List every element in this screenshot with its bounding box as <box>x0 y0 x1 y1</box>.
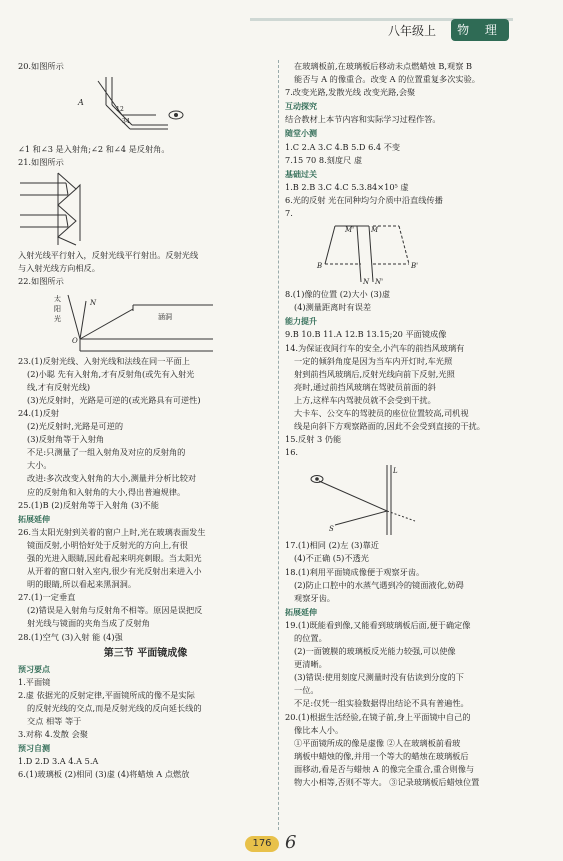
q16-label-l: L <box>393 467 398 476</box>
q19-line-4: 更清晰。 <box>294 659 327 670</box>
q26-line-5: 明的眼睛,所以看起来黑洞洞。 <box>27 579 137 590</box>
grade-label: 八年级上 <box>388 24 437 38</box>
q19-line-3: (2)一面镀膜的玻璃板反光能力较强,可以使像 <box>294 646 456 657</box>
ability-line-9: 15.反射 3 仍能 <box>285 434 342 445</box>
q19-line-1: 19.(1)既能看到像,又能看到玻璃板后面,便于确定像 <box>285 619 471 630</box>
q25-line: 25.(1)B (2)反射角等于入射角 (3)不能 <box>18 499 159 510</box>
class-line-2: 7.15 70 8.刻度尺 虚 <box>285 154 363 165</box>
section-basic: 基础过关 <box>285 169 317 179</box>
q7-label-n: N <box>363 278 370 287</box>
ability-line-5: 亮时,通过前挡风玻璃在驾驶员前面的斜 <box>294 381 436 392</box>
q23-line-3: 线,才有反射光线) <box>27 381 91 392</box>
left-column <box>18 60 273 782</box>
section-class-test: 随堂小测 <box>285 129 317 139</box>
section-extend-left: 拓展延伸 <box>18 514 50 524</box>
q7-label-m: M <box>371 226 379 235</box>
pre-line-5: 3.对称 4.发散 会聚 <box>18 729 88 740</box>
q24-line-1: 24.(1)反射 <box>18 407 59 418</box>
page-number: 176 <box>245 836 279 852</box>
q7-figure <box>315 222 435 286</box>
q7-label-m-prime: M' <box>345 226 355 235</box>
q20r-line-4: 璃板中蜡烛的像,并用一个等大的蜡烛在玻璃板后 <box>294 750 469 761</box>
q27-line-2: (2)错误是入射角与反射角不相等。原因是误把反 <box>27 605 203 616</box>
ability-line-1: 9.B 10.B 11.A 12.B 13.15;20 平面镜成像 <box>285 329 447 340</box>
q20-angle-3: 3 <box>122 118 126 126</box>
ability-line-6: 上方,这样车内驾驶员就不会受到干扰。 <box>294 394 436 405</box>
q16-figure <box>305 461 425 537</box>
page-mark: 6 <box>285 832 297 853</box>
cont-line-3: 7.改变光路,发散光线 改变光路,会聚 <box>285 87 416 98</box>
self-line-1: 1.D 2.D 3.A 4.A 5.A <box>18 756 99 767</box>
q7-label-n-prime: N' <box>375 278 384 287</box>
pre-line-3: 的反射光线的交点,而是反射光线的反向延长线的 <box>27 703 202 713</box>
q23-line-2: (2)小聪 先有入射角,才有反射角(或先有入射光 <box>27 368 195 379</box>
q19-line-2: 的位置。 <box>294 633 327 643</box>
q18-line-1: 18.(1)利用平面镜成像便于观察牙齿。 <box>285 566 425 577</box>
q26-line-2: 镜面反射,小明恰好处于反射光的方向上,有很 <box>27 539 188 550</box>
ability-line-8: 线是向斜下方观察路面的,因此不会受到直接的干扰。 <box>294 421 485 432</box>
q20-angle-2: 2 <box>120 106 124 114</box>
q18-line-2: (2)防止口腔中的水蒸气遇到冷的镜面液化,妨碍 <box>294 579 464 590</box>
chapter-title: 第三节 平面镜成像 <box>103 647 188 659</box>
q8-line-2: (4)测量距离时有误差 <box>294 302 372 313</box>
interact-text: 结合教材上本节内容和实际学习过程作答。 <box>285 114 441 125</box>
q27-line-3: 射光线与镜面的夹角当成了反射角 <box>27 618 150 629</box>
q26-line-3: 强的光进入眼睛,因此看起来明亮刺眼。当太阳光 <box>27 552 202 563</box>
q23-line-1: 23.(1)反射光线、入射光线和法线在同一平面上 <box>18 355 190 366</box>
basic-line-3: 7. <box>285 208 293 219</box>
ability-line-4: 射到前挡风玻璃后,反射光线向前下反射,光照 <box>294 368 455 379</box>
basic-line-1: 1.B 2.B 3.C 4.C 5.3.84×10⁵ 虚 <box>285 181 409 192</box>
q21-label: 21.如图所示 <box>18 157 64 168</box>
cont-line-2: 能否与 A 的像重合。改变 A 的位置重复多次实验。 <box>294 74 480 85</box>
q22-label: 22.如图所示 <box>18 276 64 287</box>
ability-line-7: 大卡车、公交车的驾驶员的座位位置较高,司机视 <box>294 407 469 418</box>
q24-line-2: (2)光反射时,光路是可逆的 <box>27 421 124 432</box>
q20-label: 20.如图所示 <box>18 61 64 71</box>
page-footer <box>245 832 315 854</box>
section-ability: 能力提升 <box>285 317 317 327</box>
q20r-line-1: 20.(1)根据生活经验,在镜子前,身上平面镜中自己的 <box>285 711 471 722</box>
pre-line-2: 2.虚 依据光的反射定律,平面镜所成的像不是实际 <box>18 689 195 700</box>
q22-sun-3: 光 <box>54 314 61 323</box>
q21-figure <box>18 171 158 247</box>
subject-badge: 物 理 <box>451 19 509 41</box>
q20r-line-6: 物大小相等,否则不等大。 ③记录玻璃板后蜡烛位置 <box>294 777 480 788</box>
section-interact: 互动探究 <box>285 102 317 112</box>
q22-figure <box>18 291 218 353</box>
q16-label-s: S <box>329 525 334 534</box>
pre-line-1: 1.平面镜 <box>18 676 51 687</box>
q26-line-4: 从开着的窗口射入室内,很少有光反射出来进入小 <box>27 566 202 577</box>
q19-line-6: 一位。 <box>294 685 319 696</box>
q22-normal-n: N <box>90 298 97 307</box>
q23-line-4: (3)光反射时，光路是可逆的(或光路具有可逆性) <box>27 394 201 405</box>
column-divider <box>278 60 280 830</box>
q22-tunnel-label: 涵洞 <box>158 312 172 321</box>
right-column <box>285 60 550 789</box>
q20-angle-1: 1 <box>116 106 120 114</box>
q17-line-1: 17.(1)相同 (2)左 (3)靠近 <box>285 540 379 551</box>
class-line-1: 1.C 2.A 3.C 4.B 5.D 6.4 不变 <box>285 141 401 152</box>
q28-line: 28.(1)空气 (3)入射 能 (4)强 <box>18 631 123 642</box>
ability-line-3: 一定的倾斜角度是因为当车内开灯时,车光照 <box>294 355 453 366</box>
q24-line-4: 不足:只测量了一组入射角及对应的反射角的 <box>27 447 186 458</box>
ability-line-10: 16. <box>285 447 299 458</box>
q21-answer-1: 入射光线平行射入，反射光线平行射出。反射光线 <box>18 250 199 261</box>
q24-line-7: 应的反射角和入射角的大小,得出普遍规律。 <box>27 486 186 497</box>
q20-point-a: A <box>78 98 84 108</box>
q20r-line-2: 像比本人小。 <box>294 724 344 735</box>
q24-line-3: (3)反射角等于入射角 <box>27 434 105 445</box>
q22-sun-2: 阳 <box>54 304 61 313</box>
q7-label-b: B <box>317 262 323 271</box>
self-line-2: 6.(1)玻璃板 (2)相同 (3)虚 (4)将蜡烛 A 点燃放 <box>18 769 190 780</box>
q20-figure <box>18 75 188 141</box>
pre-line-4: 交点 相等 等于 <box>27 716 82 727</box>
ability-line-2: 14.为保证夜间行车的安全,小汽车的前挡风玻璃有 <box>285 342 465 353</box>
q20r-line-3: ①平面镜所成的像是虚像 ②人在玻璃板前看玻 <box>294 737 461 748</box>
section-extend-right: 拓展延伸 <box>285 607 317 617</box>
q7-label-b-prime: B' <box>411 262 419 271</box>
q24-line-6: 改进:多次改变入射角的大小,测量并分析比较对 <box>27 473 197 484</box>
q18-line-3: 观察牙齿。 <box>294 592 335 603</box>
q19-line-7: 不足:仅凭一组实验数据得出结论不具有普遍性。 <box>294 698 469 709</box>
q20r-line-5: 面移动,看是否与蜡烛 A 的像完全重合,重合则像与 <box>294 763 475 774</box>
q26-line-1: 26.当太阳光射到关着的窗户上时,光在玻璃表面发生 <box>18 526 206 537</box>
q20-angle-4: 4 <box>126 118 130 126</box>
q21-answer-2: 与入射光线方向相反。 <box>18 263 100 274</box>
basic-line-2: 6.光的反射 光在同种均匀介质中沿直线传播 <box>285 194 443 205</box>
q22-sun-1: 太 <box>54 294 61 303</box>
q24-line-5: 大小。 <box>27 460 52 471</box>
q20-answer: ∠1 和∠3 是入射角;∠2 和∠4 是反射角。 <box>18 144 170 155</box>
q17-line-2: (4)不正确 (5)不透光 <box>294 553 369 564</box>
cont-line-1: 在玻璃板前,在玻璃板后移动未点燃蜡烛 B,观察 B <box>294 61 473 71</box>
q27-line-1: 27.(1)一定垂直 <box>18 592 76 603</box>
q8-line-1: 8.(1)像的位置 (2)大小 (3)虚 <box>285 289 391 300</box>
section-selftest: 预习自测 <box>18 744 50 754</box>
q19-line-5: (3)错误:使用刻度尺测量时没有估读到分度的下 <box>294 672 464 683</box>
section-preview: 预习要点 <box>18 664 50 674</box>
q22-point-o: O <box>72 336 78 345</box>
